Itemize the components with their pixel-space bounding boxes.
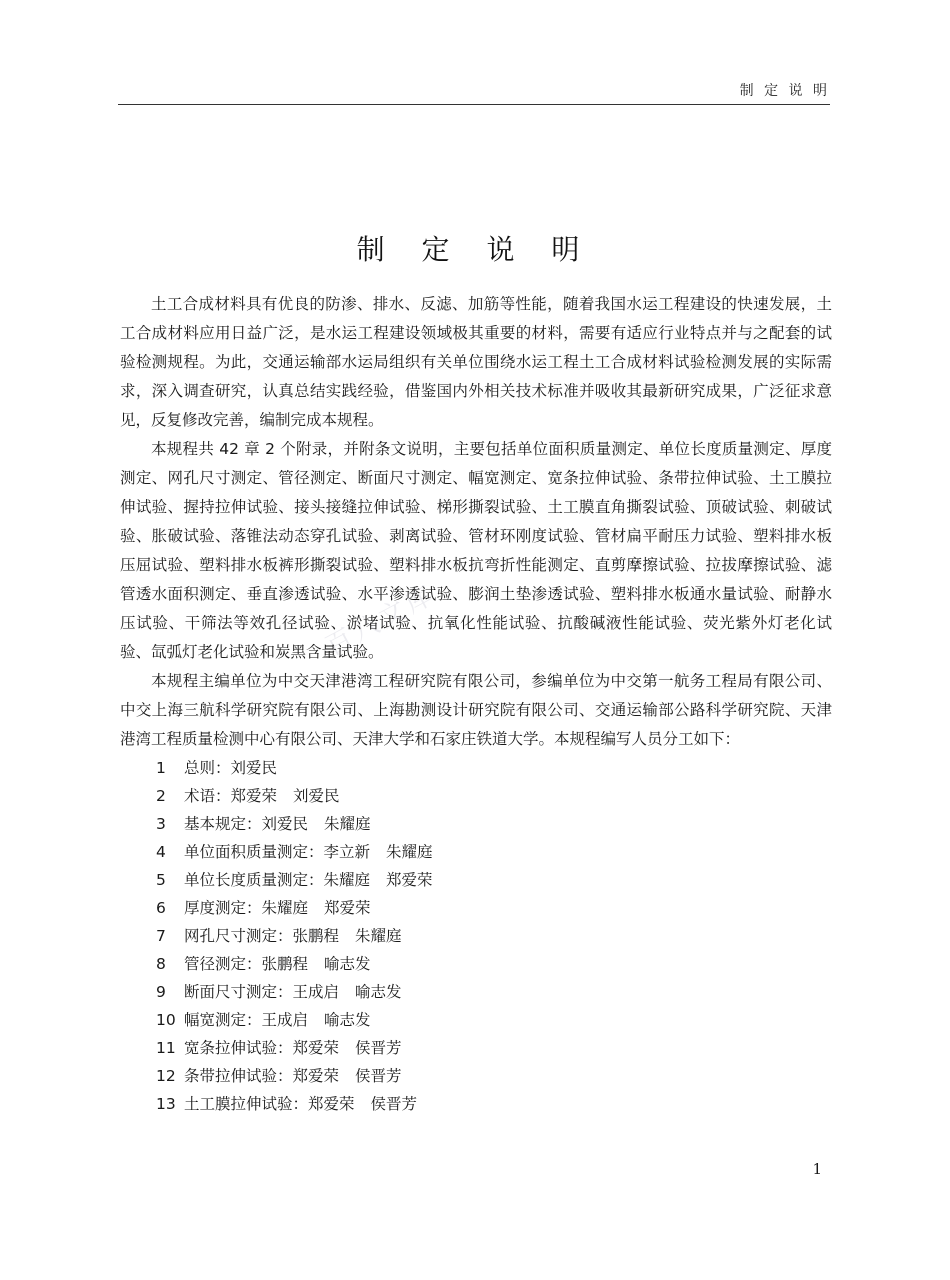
page-number: 1 — [812, 1160, 822, 1178]
paragraph-contents: 本规程共 42 章 2 个附录，并附条文说明，主要包括单位面积质量测定、单位长度质量测定、厚度测定、网孔尺寸测定、管径测定、断面尺寸测定、幅宽测定、宽条拉伸试验、条带拉伸试验、土工膜拉伸试验、握持拉伸试验、接头接缝拉伸试验、梯形撕裂试验、土工膜直角撕裂试验、顶破试验、刺破试验、胀破试验、落锥法动态穿孔试验、剥离试验、管材环刚度试验、管材扁平耐压力试验、塑料排水板压屈试验、塑料排水板裤形撕裂试验、塑料排水板抗弯折性能测定、直剪摩擦试验、拉拔摩擦试验、滤管透水面积测定、垂直渗透试验、水平渗透试验、膨润土垫渗透试验、塑料排水板通水量试验、耐静水压试验、干筛法等效孔径试验、淤堵试验、抗氧化性能试验、抗酸碱液性能试验、荧光紫外灯老化试验、氙弧灯老化试验和炭黑含量试验。 — [120, 440, 832, 661]
item-label: 幅宽测定： — [184, 1011, 262, 1029]
item-label: 基本规定： — [184, 815, 262, 833]
header-rule — [118, 104, 830, 105]
list-item — [120, 922, 832, 950]
item-person: 喻志发 — [355, 983, 402, 1001]
list-item — [120, 978, 832, 1006]
paragraph-intro: 土工合成材料具有优良的防渗、排水、反滤、加筋等性能，随着我国水运工程建设的快速发展，土工合成材料应用日益广泛，是水运工程建设领域极其重要的材料，需要有适应行业特点并与之配套的试验检测规程。为此，交通运输部水运局组织有关单位围绕水运工程土工合成材料试验检测发展的实际需求，深入调查研究，认真总结实践经验，借鉴国内外相关技术标准并吸收其最新研究成果，广泛征求意见，反复修改完善，编制完成本规程。 — [120, 295, 832, 429]
item-number: 7 — [156, 927, 166, 945]
item-person: 郑爱荣 — [386, 871, 433, 889]
item-label: 网孔尺寸测定： — [184, 927, 293, 945]
list-item — [120, 838, 832, 866]
item-person: 朱耀庭 — [323, 871, 371, 889]
item-person: 侯晋芳 — [355, 1039, 402, 1057]
item-person: 喻志发 — [324, 955, 371, 973]
item-label: 单位面积质量测定： — [184, 843, 324, 861]
item-person: 刘爱民 — [261, 815, 309, 833]
item-person: 侯晋芳 — [355, 1067, 402, 1085]
item-person: 郑爱荣 — [292, 1039, 340, 1057]
item-person: 郑爱荣 — [230, 787, 278, 805]
item-number: 3 — [156, 815, 166, 833]
item-person: 刘爱民 — [230, 759, 278, 777]
item-number: 4 — [156, 843, 166, 861]
paragraph-authors: 本规程主编单位为中交天津港湾工程研究院有限公司，参编单位为中交第一航务工程局有限公司、中交上海三航科学研究院有限公司、上海勘测设计研究院有限公司、交通运输部公路科学研究院、天津港湾工程质量检测中心有限公司、天津大学和石家庄铁道大学。本规程编写人员分工如下： — [120, 672, 832, 748]
item-label: 条带拉伸试验： — [184, 1067, 293, 1085]
item-person: 刘爱民 — [293, 787, 340, 805]
item-person: 朱耀庭 — [355, 927, 402, 945]
item-person: 李立新 — [323, 843, 371, 861]
item-label: 宽条拉伸试验： — [184, 1039, 293, 1057]
list-item — [120, 894, 832, 922]
running-header: 制 定 说 明 — [739, 83, 830, 99]
item-person: 喻志发 — [324, 1011, 371, 1029]
item-label: 术语： — [184, 787, 231, 805]
item-number: 8 — [156, 955, 166, 973]
item-label: 断面尺寸测定： — [184, 983, 293, 1001]
list-item — [120, 1034, 832, 1062]
assignment-list — [120, 754, 832, 1118]
item-number: 2 — [156, 787, 166, 805]
item-person: 郑爱荣 — [292, 1067, 340, 1085]
list-item — [120, 1090, 832, 1118]
item-label: 厚度测定： — [184, 899, 262, 917]
item-number: 1 — [156, 759, 166, 777]
item-label: 单位长度质量测定： — [184, 871, 324, 889]
item-number: 10 — [156, 1011, 176, 1029]
item-label: 土工膜拉伸试验： — [184, 1095, 309, 1113]
item-number: 12 — [156, 1067, 176, 1085]
list-item — [120, 810, 832, 838]
item-label: 总则： — [184, 759, 231, 777]
document-body — [120, 290, 832, 1118]
item-person: 王成启 — [292, 983, 340, 1001]
item-person: 侯晋芳 — [370, 1095, 418, 1113]
item-number: 5 — [156, 871, 166, 889]
list-item — [120, 866, 832, 894]
item-person: 朱耀庭 — [261, 899, 309, 917]
item-person: 郑爱荣 — [324, 899, 371, 917]
item-person: 张鹏程 — [292, 927, 340, 945]
watermark: 百八文库 — [321, 579, 442, 663]
list-item — [120, 950, 832, 978]
list-item — [120, 754, 832, 782]
item-number: 6 — [156, 899, 166, 917]
list-item — [120, 1006, 832, 1034]
item-person: 朱耀庭 — [386, 843, 433, 861]
item-label: 管径测定： — [184, 955, 262, 973]
item-person: 张鹏程 — [261, 955, 309, 973]
list-item — [120, 782, 832, 810]
page-title: 制 定 说 明 — [356, 233, 594, 266]
item-person: 郑爱荣 — [308, 1095, 355, 1113]
item-person: 王成启 — [261, 1011, 309, 1029]
item-number: 11 — [156, 1039, 176, 1057]
item-number: 13 — [156, 1095, 176, 1113]
item-number: 9 — [156, 983, 166, 1001]
list-item — [120, 1062, 832, 1090]
item-person: 朱耀庭 — [324, 815, 371, 833]
